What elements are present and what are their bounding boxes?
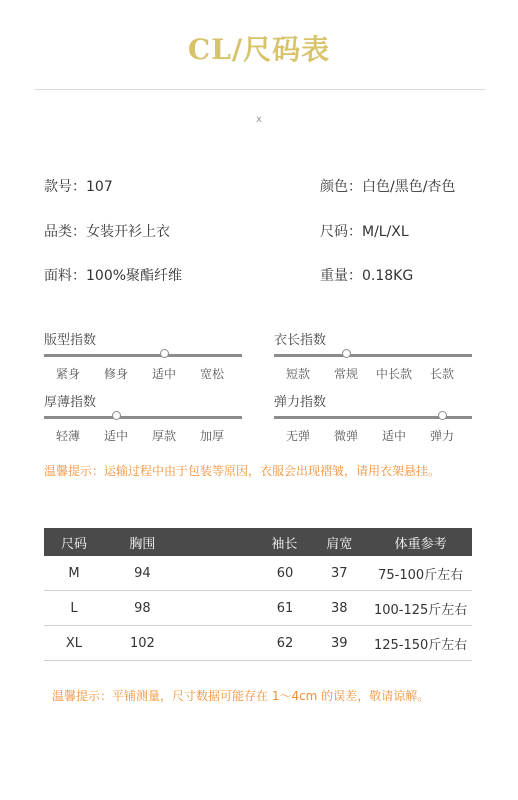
table-row xyxy=(44,591,472,626)
scale-knob xyxy=(342,349,351,358)
shipping-tip: 温馨提示：运输过程中由于包装等原因，衣服会出现褶皱，请用衣架悬挂。 xyxy=(44,464,441,478)
color-info: 颜色：白色/黑色/杏色 xyxy=(320,179,456,195)
table-header-row xyxy=(44,528,472,556)
scale-option: 常规 xyxy=(333,367,359,381)
scale-option: 适中 xyxy=(103,429,129,443)
table-cell: 98 xyxy=(104,591,181,626)
scale-option: 修身 xyxy=(103,367,129,381)
scale-track xyxy=(44,354,242,357)
scale-track xyxy=(274,416,472,419)
column-header: 袖长 xyxy=(181,528,309,556)
elasticity-index-scale xyxy=(274,394,472,443)
scale-option: 无弹 xyxy=(285,429,311,443)
table-cell: 100-125斤左右 xyxy=(369,591,472,626)
scale-knob xyxy=(160,349,169,358)
table-row xyxy=(44,626,472,661)
scale-title: 弹力指数 xyxy=(274,395,327,410)
scale-option: 轻薄 xyxy=(55,429,81,443)
table-row xyxy=(44,556,472,591)
table-cell: 38 xyxy=(309,591,369,626)
scale-title: 衣长指数 xyxy=(274,333,327,348)
scale-track xyxy=(274,354,472,357)
table-cell: 75-100斤左右 xyxy=(369,556,472,591)
close-mark: x xyxy=(256,114,262,125)
category-info: 品类：女装开衫上衣 xyxy=(44,224,170,240)
table-cell: 37 xyxy=(309,556,369,591)
weight-info: 重量：0.18KG xyxy=(320,268,414,284)
scale-option: 适中 xyxy=(381,429,407,443)
divider xyxy=(34,89,486,90)
page-title: CL/尺码表 xyxy=(187,33,331,66)
scale-knob xyxy=(112,411,121,420)
thickness-index-scale xyxy=(44,394,242,443)
column-header: 肩宽 xyxy=(309,528,369,556)
scale-option: 紧身 xyxy=(55,367,81,381)
table-cell: 102 xyxy=(104,626,181,661)
table-cell: 39 xyxy=(309,626,369,661)
scale-track xyxy=(44,416,242,419)
table-cell: L xyxy=(44,591,104,626)
fit-index-scale xyxy=(44,332,242,381)
scale-knob xyxy=(438,411,447,420)
measurement-tip: 温馨提示：平铺测量，尺寸数据可能存在 1～4cm 的误差，敬请谅解。 xyxy=(52,689,430,703)
scale-option: 厚款 xyxy=(151,429,177,443)
scale-title: 厚薄指数 xyxy=(44,395,97,410)
table-cell: 62 xyxy=(181,626,309,661)
scale-option: 长款 xyxy=(429,367,455,381)
scale-option: 弹力 xyxy=(429,429,455,443)
size-table xyxy=(44,528,472,661)
table-cell: 60 xyxy=(181,556,309,591)
style-number: 款号：107 xyxy=(44,179,113,195)
scale-title: 版型指数 xyxy=(44,333,97,348)
table-cell: M xyxy=(44,556,104,591)
size-info: 尺码：M/L/XL xyxy=(320,224,409,240)
length-index-scale xyxy=(274,332,472,381)
fabric-info: 面料：100%聚酯纤维 xyxy=(44,268,183,284)
table-cell: XL xyxy=(44,626,104,661)
scale-option: 加厚 xyxy=(199,429,225,443)
scale-option: 中长款 xyxy=(375,367,413,381)
column-header: 尺码 xyxy=(44,528,104,556)
scale-option: 微弹 xyxy=(333,429,359,443)
column-header: 体重参考 xyxy=(369,528,472,556)
table-cell: 61 xyxy=(181,591,309,626)
scale-option: 短款 xyxy=(285,367,311,381)
column-header: 胸围 xyxy=(104,528,181,556)
table-cell: 94 xyxy=(104,556,181,591)
scale-option: 宽松 xyxy=(199,367,225,381)
scale-option: 适中 xyxy=(151,367,177,381)
table-cell: 125-150斤左右 xyxy=(369,626,472,661)
